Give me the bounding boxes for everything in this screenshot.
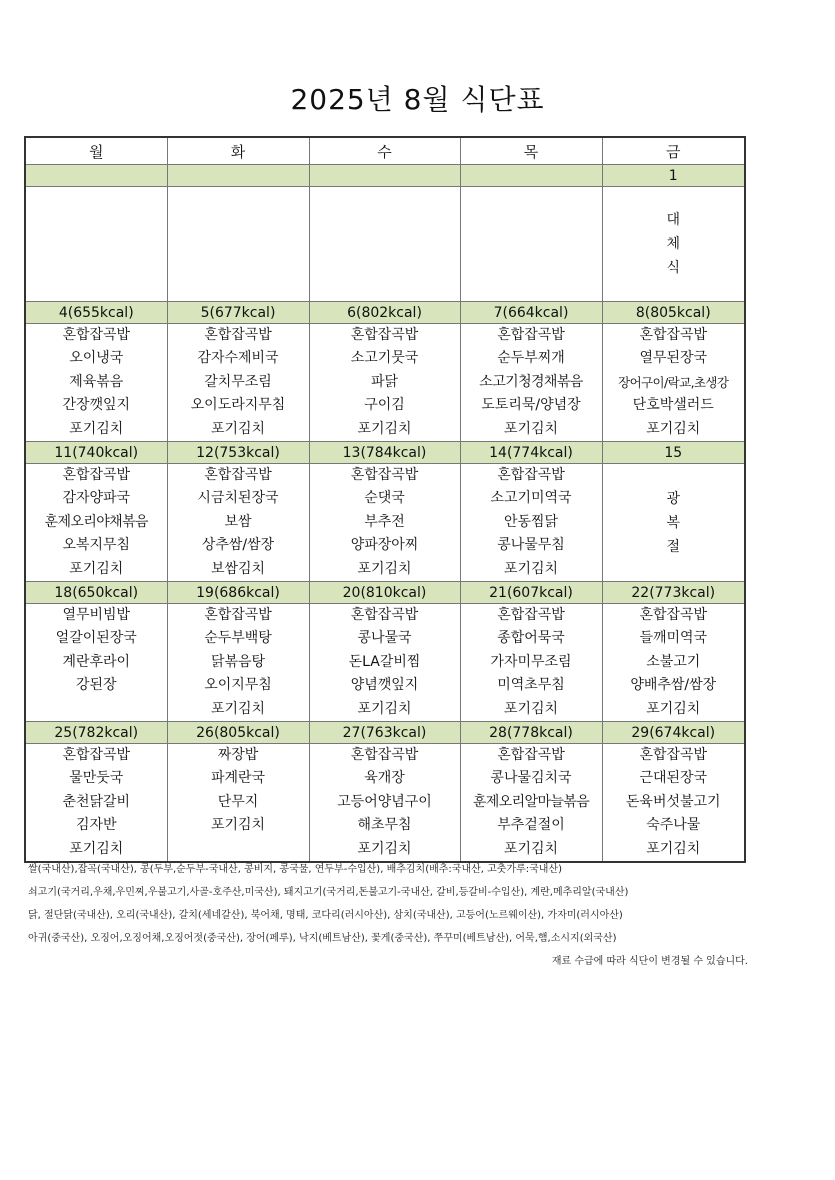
date-cell: 27(763kcal) xyxy=(309,722,460,744)
meal-cell xyxy=(25,744,167,863)
meal-cell-empty xyxy=(460,187,602,302)
date-cell xyxy=(167,165,309,187)
meal-item: 오이도라지무침 xyxy=(190,397,286,414)
meal-cell xyxy=(309,604,460,722)
date-cell: 5(677kcal) xyxy=(167,302,309,324)
date-cell: 18(650kcal) xyxy=(25,582,167,604)
meal-row xyxy=(25,464,745,582)
meal-item: 혼합잡곡밥 xyxy=(204,467,272,484)
meal-item: 콩나물김치국 xyxy=(490,770,572,787)
meal-item: 혼합잡곡밥 xyxy=(497,327,565,344)
meal-item: 혼합잡곡밥 xyxy=(350,607,419,624)
date-cell: 26(805kcal) xyxy=(167,722,309,744)
meal-item: 포기김치 xyxy=(210,817,266,834)
meal-item: 포기김치 xyxy=(503,700,559,717)
meal-item: 고등어양념구이 xyxy=(337,793,432,810)
meal-item: 포기김치 xyxy=(357,840,412,857)
date-cell: 22(773kcal) xyxy=(602,582,745,604)
meal-item: 순댓국 xyxy=(364,490,405,507)
meal-cell-empty xyxy=(25,187,167,302)
meal-cell xyxy=(167,744,309,863)
meal-cell xyxy=(25,604,167,722)
meal-item: 절 xyxy=(666,538,681,555)
meal-row xyxy=(25,744,745,863)
page-title: 2025년 8월 식단표 xyxy=(290,83,545,116)
date-cell: 4(655kcal) xyxy=(25,302,167,324)
meal-item: 파계란국 xyxy=(210,770,266,787)
meal-item: 열무된장국 xyxy=(639,350,708,367)
meal-cell-empty xyxy=(167,187,309,302)
meal-item: 물만둣국 xyxy=(69,770,124,787)
origin-note-line: 닭, 절단닭(국내산), 오리(국내산), 갈치(세네갈산), 북어채, 명태, 코다리(러시아산), 삼치(국내산), 고등어(노르웨이산), 가자미(러시아산) xyxy=(28,910,623,921)
meal-item: 포기김치 xyxy=(357,700,412,717)
date-cell: 8(805kcal) xyxy=(602,302,745,324)
meal-item: 돈육버섯불고기 xyxy=(625,793,721,810)
weekday-header: 월 xyxy=(25,137,167,165)
meal-cell xyxy=(167,604,309,722)
meal-item: 체 xyxy=(666,236,681,252)
meal-item: 제육볶음 xyxy=(69,373,124,390)
meal-cell xyxy=(309,324,460,442)
meal-item: 열무비빔밥 xyxy=(62,607,131,624)
meal-item: 오이냉국 xyxy=(69,350,124,367)
date-cell: 14(774kcal) xyxy=(460,442,602,464)
date-cell xyxy=(25,165,167,187)
meal-item: 가자미무조림 xyxy=(490,653,572,670)
meal-row xyxy=(25,604,745,722)
meal-cell xyxy=(460,604,602,722)
meal-cell xyxy=(167,464,309,582)
weekday-header: 화 xyxy=(167,137,309,165)
meal-cell xyxy=(25,464,167,582)
meal-item: 양배추쌈/쌈장 xyxy=(630,677,717,694)
meal-item: 혼합잡곡밥 xyxy=(204,607,272,624)
date-cell: 20(810kcal) xyxy=(309,582,460,604)
meal-item: 혼합잡곡밥 xyxy=(639,327,708,344)
date-cell: 6(802kcal) xyxy=(309,302,460,324)
meal-cell xyxy=(167,324,309,442)
meal-item: 포기김치 xyxy=(503,840,559,857)
meal-item: 안동찜닭 xyxy=(503,513,559,530)
meal-item: 포기김치 xyxy=(646,700,701,717)
meal-item: 혼합잡곡밥 xyxy=(350,467,419,484)
date-cell: 11(740kcal) xyxy=(25,442,167,464)
menu-table xyxy=(24,136,746,863)
meal-item: 상추쌈/쌈장 xyxy=(201,537,275,554)
meal-cell xyxy=(602,744,745,863)
meal-item: 강된장 xyxy=(75,677,117,694)
date-cell xyxy=(460,165,602,187)
meal-item: 미역초무침 xyxy=(497,677,565,694)
meal-item: 육개장 xyxy=(364,770,405,787)
meal-item: 근대된장국 xyxy=(639,770,708,787)
date-cell: 7(664kcal) xyxy=(460,302,602,324)
meal-item: 장어구이/락교,초생강 xyxy=(618,374,729,390)
origin-note-line: 쇠고기(국거리,우채,우민찌,우불고기,사골-호주산,미국산), 돼지고기(국거리,돈불고기-국내산, 갈비,등갈비-수입산), 계란,메추리알(국내산) xyxy=(28,887,629,898)
meal-item: 혼합잡곡밥 xyxy=(62,327,131,344)
meal-item: 오이지무침 xyxy=(204,677,272,694)
meal-item: 혼합잡곡밥 xyxy=(639,607,708,624)
meal-item: 포기김치 xyxy=(503,420,559,437)
meal-item: 부추전 xyxy=(364,513,405,530)
meal-item: 혼합잡곡밥 xyxy=(497,607,565,624)
weekday-header-row xyxy=(25,137,745,165)
meal-item: 종합어묵국 xyxy=(497,630,565,647)
meal-cell xyxy=(602,604,745,722)
date-cell: 29(674kcal) xyxy=(602,722,745,744)
weekday-header: 목 xyxy=(460,137,602,165)
meal-item: 얼갈이된장국 xyxy=(55,630,137,647)
meal-item: 혼합잡곡밥 xyxy=(204,327,272,344)
meal-item: 혼합잡곡밥 xyxy=(62,747,131,764)
meal-item: 닭볶음탕 xyxy=(210,653,266,670)
date-row xyxy=(25,165,745,187)
meal-item xyxy=(26,698,167,721)
meal-item: 감자수제비국 xyxy=(197,350,279,367)
meal-cell xyxy=(460,744,602,863)
date-cell xyxy=(309,165,460,187)
meal-item: 혼합잡곡밥 xyxy=(62,467,131,484)
meal-item: 춘천닭갈비 xyxy=(62,793,131,810)
date-cell: 28(778kcal) xyxy=(460,722,602,744)
meal-item: 순두부백탕 xyxy=(204,630,272,647)
meal-item: 혼합잡곡밥 xyxy=(497,747,565,764)
meal-item: 시금치된장국 xyxy=(197,490,279,507)
meal-item: 훈제오리알마늘볶음 xyxy=(472,793,590,810)
meal-item: 콩나물국 xyxy=(357,630,412,647)
meal-item: 소고기뭇국 xyxy=(350,350,419,367)
meal-cell xyxy=(309,464,460,582)
meal-item: 양파장아찌 xyxy=(350,537,419,554)
meal-item: 혼합잡곡밥 xyxy=(639,747,708,764)
meal-item: 숙주나물 xyxy=(646,817,701,834)
meal-item: 보쌈김치 xyxy=(210,560,266,577)
date-cell: 1 xyxy=(602,165,745,187)
meal-item: 포기김치 xyxy=(503,560,559,577)
meal-item: 들깨미역국 xyxy=(639,630,708,647)
weekday-header: 수 xyxy=(309,137,460,165)
date-row xyxy=(25,442,745,464)
meal-item: 혼합잡곡밥 xyxy=(350,327,419,344)
meal-cell xyxy=(460,464,602,582)
meal-item: 감자양파국 xyxy=(62,490,131,507)
meal-item: 훈제오리야채볶음 xyxy=(44,513,148,530)
meal-item: 소고기청경채볶음 xyxy=(479,373,583,390)
meal-item: 단호박샐러드 xyxy=(632,397,714,414)
meal-item: 돈LA갈비찜 xyxy=(348,653,421,670)
date-cell: 13(784kcal) xyxy=(309,442,460,464)
weekday-header: 금 xyxy=(602,137,745,165)
meal-item: 콩나물무침 xyxy=(497,537,565,554)
meal-item: 파닭 xyxy=(370,373,399,390)
meal-item: 포기김치 xyxy=(69,840,124,857)
meal-item: 계란후라이 xyxy=(62,653,131,670)
meal-item: 포기김치 xyxy=(357,420,412,437)
meal-item: 포기김치 xyxy=(69,420,124,437)
meal-cell xyxy=(25,324,167,442)
date-cell: 25(782kcal) xyxy=(25,722,167,744)
date-cell: 15 xyxy=(602,442,745,464)
meal-cell xyxy=(602,324,745,442)
meal-item: 포기김치 xyxy=(210,420,266,437)
meal-item: 소고기미역국 xyxy=(490,490,572,507)
meal-item: 김자반 xyxy=(75,817,117,834)
meal-item: 갈치무조림 xyxy=(204,373,272,390)
meal-item: 포기김치 xyxy=(646,420,701,437)
meal-item: 부추겉절이 xyxy=(497,817,565,834)
date-row xyxy=(25,302,745,324)
meal-row xyxy=(25,187,745,302)
meal-cell xyxy=(460,324,602,442)
meal-item: 양념깻잎지 xyxy=(350,677,419,694)
meal-cell-substitute xyxy=(602,187,745,302)
origin-note-line: 쌀(국내산),잡곡(국내산), 콩(두부,순두부-국내산, 콩비지, 콩국물, 연두부-수입산), 배추김치(배추:국내산, 고춧가루:국내산) xyxy=(28,864,563,875)
meal-item: 단무지 xyxy=(217,793,259,810)
meal-item: 구이김 xyxy=(364,397,405,414)
meal-item: 간장깻잎지 xyxy=(62,397,131,414)
meal-item: 식 xyxy=(666,260,681,276)
meal-item: 포기김치 xyxy=(210,700,266,717)
meal-item: 도토리묵/양념장 xyxy=(481,397,581,414)
meal-cell xyxy=(309,744,460,863)
meal-item: 짜장밥 xyxy=(217,747,259,764)
meal-item: 복 xyxy=(666,514,681,531)
meal-item: 혼합잡곡밥 xyxy=(497,467,565,484)
meal-row xyxy=(25,324,745,442)
meal-item: 보쌈 xyxy=(224,513,252,530)
meal-item: 혼합잡곡밥 xyxy=(350,747,419,764)
meal-cell-empty xyxy=(309,187,460,302)
meal-item: 포기김치 xyxy=(69,560,124,577)
date-cell: 12(753kcal) xyxy=(167,442,309,464)
meal-item: 오복지무침 xyxy=(62,537,131,554)
menu-change-disclaimer: 재료 수급에 따라 식단이 변경될 수 있습니다. xyxy=(551,956,748,967)
meal-cell-holiday xyxy=(602,464,745,582)
meal-item: 소불고기 xyxy=(646,653,701,670)
date-cell: 21(607kcal) xyxy=(460,582,602,604)
date-cell: 19(686kcal) xyxy=(167,582,309,604)
meal-item: 대 xyxy=(666,212,681,228)
meal-item: 해초무침 xyxy=(357,817,412,834)
meal-item: 포기김치 xyxy=(646,840,701,857)
meal-item: 포기김치 xyxy=(357,560,412,577)
meal-item: 순두부찌개 xyxy=(497,350,565,367)
meal-item: 광 xyxy=(666,490,681,507)
date-row xyxy=(25,582,745,604)
origin-notes xyxy=(28,858,748,973)
date-row xyxy=(25,722,745,744)
origin-note-line: 아귀(중국산), 오징어,오징어채,오징어젓(중국산), 장어(페루), 낙지(베트남산), 꽃게(중국산), 쭈꾸미(베트남산), 어묵,햄,소시지(외국산) xyxy=(28,933,617,944)
